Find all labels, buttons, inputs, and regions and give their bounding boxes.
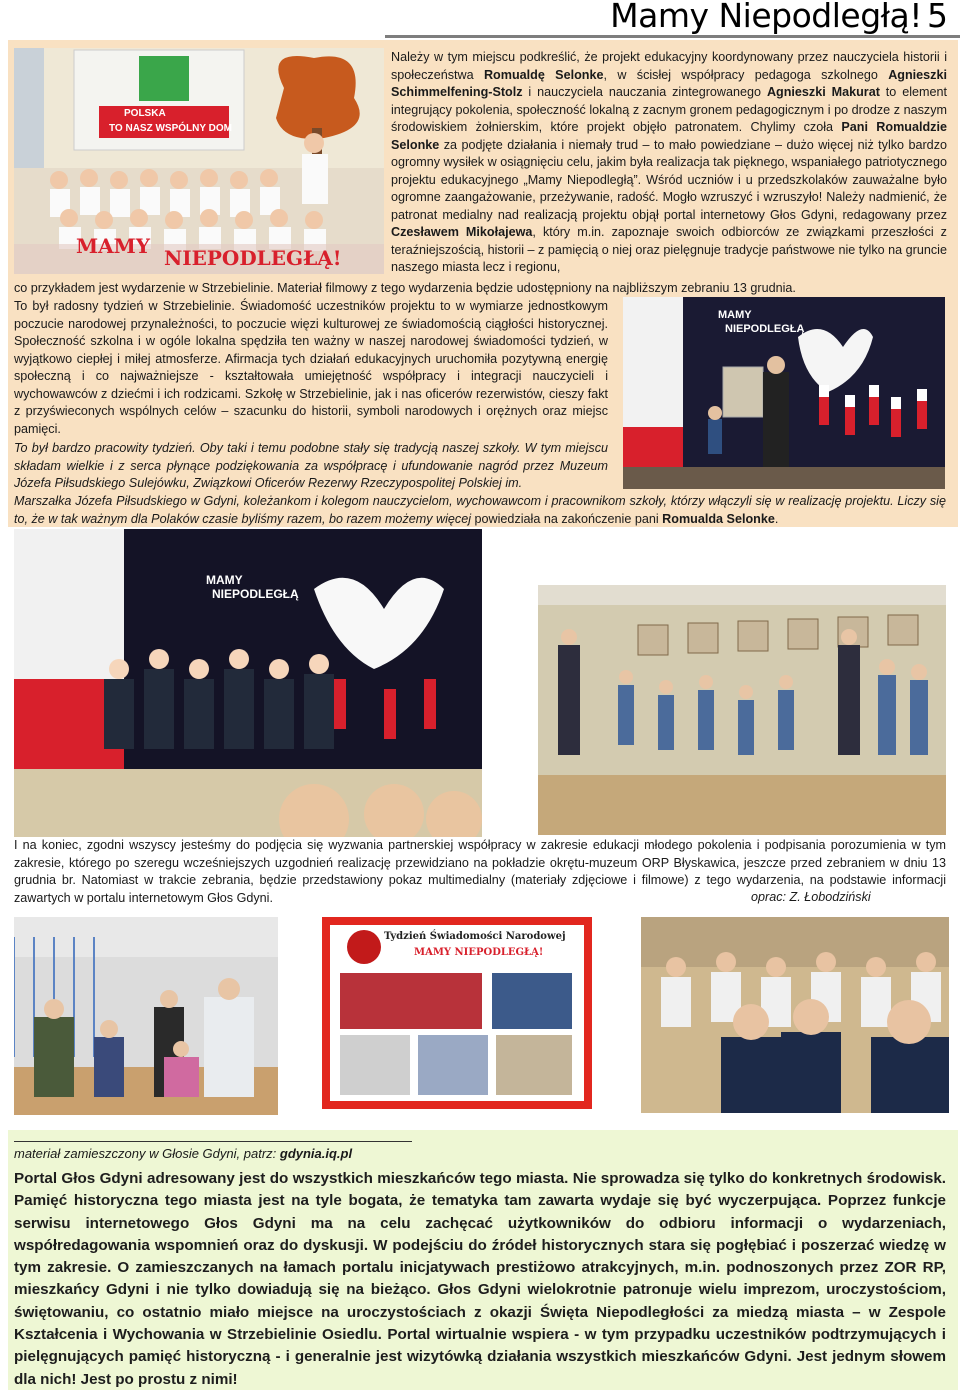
intro-name-run: Pani Romualdzie Selonke <box>391 120 947 152</box>
photo6-heading: Tydzień Świadomości Narodowej <box>384 931 566 942</box>
italic-wide-end: . <box>774 511 779 526</box>
photo-gym-exhibition <box>538 585 946 835</box>
photo-children-dancing <box>14 529 482 837</box>
article-wide-line: co przykładem jest wydarzenie w Strzebielinie. Materiał filmowy z tego wydarzenia będzie udostępniony na najbliższym zebraniu 13 grudnia. <box>14 281 796 295</box>
footer-body: Portal Głos Gdyni adresowany jest do wszystkich mieszkańców tego miasta. Nie sprowadza się tylko do konkretnych środowisk. Pamięć historyczna tego miasta jest na tyle bogata, że tematyka tam zawarta wydaje się być wyczerpująca. Poprzez funkcje serwisu internetowego Głos Gdyni ma na celu zachęcać użytkowników do odbioru informacji o wydarzeniach, współredagowania wspomnień oraz do dyskusji. W podejściu do źródeł historycznych stara się pogłębiać i poszerzać wiedzę w tym zakresie. O zamieszczanych na łamach portalu inicjatywach prestiżowo atrakcyjnych, m.in. podnoszonych przez ZOR RP, mieszkańcy Gdyni i nie tylko dowiadują się na bieżąco. Głos Gdyni wielokrotnie patronuje wielu imprezom, uroczystościom, świętowaniu, co ostatnio miało miejsce na uroczystościach z okazji Święta Niepodległości za miedzą miasta – w Zespole Kształcenia i Wychowania w Strzebielinie Osiedlu. Portal wirtualnie wspiera - w tym przypadku uczestników podtrzymujących i pielęgnujących pamięć historyczną - i generalnie jest wizytówką działania wszystkich mieszkańców Gdyni. Jest jednym słowem dla nich! Jest po prostu z nimi! <box>14 1170 946 1388</box>
photo1-banner-line1: POLSKA <box>124 108 166 119</box>
footer-separator <box>14 1141 412 1142</box>
intro-text-run: Należy w tym miejscu podkreślić, że projekt edukacyjny koordynowany przez nauczyciela historii i społeczeństwa <box>391 50 947 82</box>
article-mid-text: To był radosny tydzień w Strzebielinie. Świadomość uczestników projektu to w wymiarze jednostkowym poczucie narodowej przynależności, to poczucie więzi kulturowej ze świadomością ciągłości historycznej. Społeczność szkolna i w ogóle lokalna spędziła ten ważny w naszej narodowej świadomości tydzień, w wyjątkowo ciepłej i miłej atmosferze. Afirmacja tych działań edukacyjnych uruchomiła pozytywną energię społeczną i co najważniejsze - kształtowała umiejętność współpracy i integracji nauczycieli i wychowawców z dziećmi i ich rodzicami. Szkołę w Strzebielinie, jak i nas oficerów rezerwistów, cieszy fakt z przyświeconych wspólnych celów – szacunku do historii, symboli narodowych i orężnych oraz miejsc pamięci. <box>14 299 608 436</box>
intro-name-run: Czesławem Mikołajewa <box>391 225 533 239</box>
photo3-banner-line1: MAMY <box>206 573 243 587</box>
page-title: Mamy Niepodległą! <box>610 0 922 35</box>
italic-wide-name: Romualda Selonke <box>662 511 775 526</box>
intro-text-run: , w ścisłej współpracy pedagoga szkolnego <box>603 67 889 82</box>
article-closing-text: I na koniec, zgodni wszyscy jesteśmy do podjęcia się wyzwania partnerskiej współpracy w zakresie edukacji młodego pokolenia i podpisania porozumienia w tym zakresie, którego po szeregu wcześniejszych uzgodnień realizację przewidziano na pokładzie okrętu-muzeum ORP Błyskawica, jeszcze przed zebraniem w dniu 13 grudnia br. Natomiast w trakcie zebrania, będzie przedstawiony pokaz multimedialny (materiały zdjęciowe i filmowe) z tego wydarzenia, na podstawie informacji zawartych w portalu internetowym Głos Gdyni. <box>14 838 946 905</box>
intro-text-run: za podjęte działania i niemały trud – to mało powiedziane – dużo więcej niż tylko bardzo ogromny wysiłek w osiągnięciu celu, jakim była realizacja tak pięknego, wspaniałego patriotycznego projektu edukacyjnego „Mamy Niepodległą”. Wśród uczniów i u przedszkolaków zauważalne było ogromne zaangażowanie, przeżywanie, radość. Mogło wzruszyć i wzruszyło! Należy nadmienić, że patronat medialny nad realizacją projektu objął portal internetowy Głos Gdyni, redagowany przez <box>391 137 947 222</box>
photo1-caption-line2: NIEPODLEGŁĄ! <box>164 246 342 270</box>
page-header <box>0 0 960 36</box>
intro-name-run: Romualdę Selonke <box>483 67 604 82</box>
intro-text-run: , który m.in. zapoznaje swoich odbiorców ze związkami przeszłości z teraźniejszością, historii – z pamięcią o niej oraz pielęgnuje tradycje państwowe nie tylko na gruncie naszego miasta lecz i regionu, <box>391 225 947 274</box>
photo6-subheading: MAMY NIEPODLEGŁĄ! <box>414 947 544 958</box>
photo-officer-speech <box>623 297 945 489</box>
intro-text-run: to element integrujący pokolenia, społeczność lokalną z zacnym gronem pedagogicznym i po drodze z naszym środowiskiem żołnierskim, które projekt objęło patronatem. Chylimy czoła <box>391 85 947 134</box>
photo-gym-crowd <box>14 917 278 1115</box>
article-italic-narrow: To był bardzo pracowity tydzień. Oby taki i temu podobne stały się tradycją naszej szkoły. W tym miejscu składam wielkie i z serca płynące podziękowania za współpracę i ufundowanie nagród przez Muzeum Józefa Piłsudskiego Sulejówku, Związkowi Oficerów Rezerwy Rzeczypospolitej Polskiej im. <box>14 441 608 490</box>
photo2-banner-line2: NIEPODLEGŁĄ <box>725 323 805 335</box>
photo1-banner-line2: TO NASZ WSPÓLNY DOM <box>109 123 232 134</box>
intro-text-run: i nauczyciela nauczania zintegrowanego <box>522 85 767 99</box>
photo2-banner-line1: MAMY <box>718 309 752 321</box>
photo1-caption-line1: MAMY <box>76 234 151 258</box>
article-author: oprac: Z. Łobodziński <box>751 889 951 907</box>
intro-name-run: Agnieszki Schimmelfening-Stolz <box>391 67 947 99</box>
photo-children-group <box>14 48 384 274</box>
header-rule <box>385 35 960 38</box>
photo-audience <box>641 917 949 1113</box>
footer-source-prefix: materiał zamieszczony w Głosie Gdyni, patrz: <box>14 1146 280 1161</box>
photo3-banner-line2: NIEPODLEGŁĄ <box>212 587 299 601</box>
footer-source-link[interactable]: gdynia.iq.pl <box>279 1146 353 1161</box>
article-intro-text <box>391 49 947 281</box>
photo-project-poster <box>322 917 592 1109</box>
italic-wide-body: Marszałka Józefa Piłsudskiego w Gdyni, koleżankom i kolegom nauczycielom, wychowawcom i pracownikom szkoły, którzy włączyli się w realizację projektu. Liczy się to, że w tak ważnym dla Polaków czasie byliśmy razem, bo razem możemy więcej <box>14 494 946 526</box>
page-number: 5 <box>927 0 948 35</box>
intro-name-run: Agnieszki Makurat <box>766 85 880 99</box>
footer-source-line <box>14 1146 352 1161</box>
italic-wide-tail: powiedziała na zakończenie pani <box>471 511 663 526</box>
article-italic-wide <box>14 493 946 528</box>
